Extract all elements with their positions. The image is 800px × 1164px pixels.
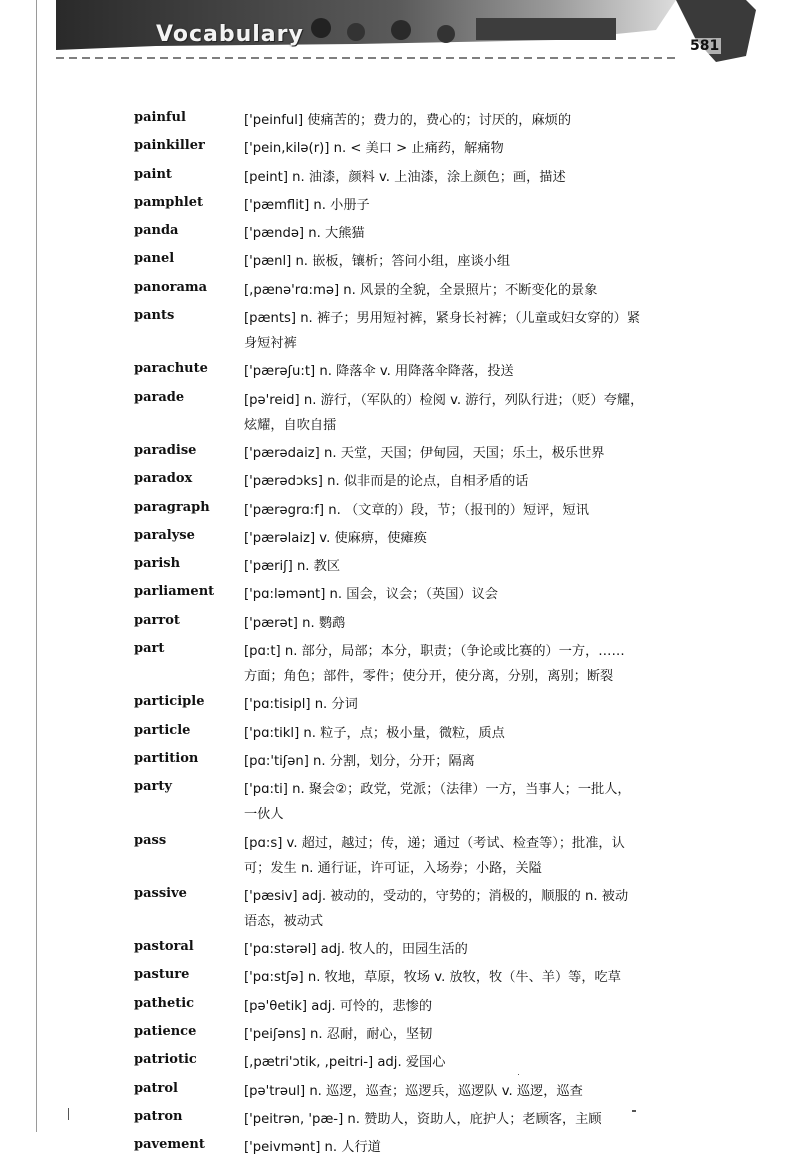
- headword: parish: [134, 556, 181, 572]
- definition: ['pærədɔks] n. 似非而是的论点，自相矛盾的话: [244, 474, 529, 490]
- headword: pass: [134, 832, 167, 848]
- list-item: [0, 1107, 800, 1132]
- definition: ['pɑ:stʃə] n. 牧地，草原，牧场 v. 放牧，牧（牛、羊）等，吃草: [244, 970, 621, 986]
- list-item: [0, 554, 800, 579]
- headword: paint: [134, 166, 172, 182]
- definition: [pɑ:'tiʃən] n. 分割，划分，分开；隔离: [244, 753, 475, 769]
- list-item: [0, 1050, 800, 1075]
- list-item: [0, 136, 800, 161]
- headword: pasture: [134, 967, 190, 983]
- list-item: [0, 526, 800, 551]
- list-item: [0, 108, 800, 133]
- definition: [pə'trəul] n. 巡逻，巡查；巡逻兵，巡逻队 v. 巡逻，巡查: [244, 1083, 583, 1099]
- definition: ['pɑ:stərəl] adj. 牧人的，田园生活的: [244, 942, 468, 958]
- list-item: [0, 721, 800, 746]
- definition-continued: 身短衬裤: [244, 336, 297, 352]
- list-item: [0, 831, 800, 881]
- list-item: [0, 441, 800, 466]
- headword: pastoral: [134, 939, 194, 955]
- definition: [pə'θetik] adj. 可怜的，悲惨的: [244, 998, 433, 1014]
- definition: ['pɑ:ti] n. 聚会②；政党，党派；（法律）一方，当事人；一批人，: [244, 782, 631, 798]
- vocabulary-list: [0, 108, 800, 1164]
- definition: ['pærət] n. 鹦鹉: [244, 615, 346, 631]
- definition: ['pænl] n. 嵌板，镶析；答问小组，座谈小组: [244, 254, 511, 270]
- definition: ['pein,kilə(r)] n. < 美口 > 止痛药，解痛物: [244, 141, 504, 157]
- headword: pants: [134, 308, 175, 324]
- headword: part: [134, 641, 165, 657]
- definition: [pænts] n. 裤子；男用短衬裤，紧身长衬裤；（儿童或妇女穿的）紧: [244, 311, 641, 327]
- definition: ['pæmflit] n. 小册子: [244, 197, 370, 213]
- list-item: [0, 359, 800, 384]
- list-item: [0, 221, 800, 246]
- list-item: [0, 692, 800, 717]
- list-item: [0, 1135, 800, 1160]
- headword: paradox: [134, 471, 193, 487]
- headword: pamphlet: [134, 194, 204, 210]
- header-title: Vocabulary: [156, 22, 304, 47]
- scan-speck: [632, 1110, 636, 1112]
- headword: patrol: [134, 1080, 178, 1096]
- list-item: [0, 306, 800, 356]
- page-number: 581: [690, 38, 720, 54]
- definition-continued: 可；发生 n. 通行证，许可证，入场券；小路，关隘: [244, 860, 542, 876]
- headword: party: [134, 779, 172, 795]
- definition: ['pæsiv] adj. 被动的，受动的，守势的；消极的，顺服的 n. 被动: [244, 888, 629, 904]
- headword: particle: [134, 722, 191, 738]
- definition: ['pærəʃu:t] n. 降落伞 v. 用降落伞降落，投送: [244, 364, 514, 380]
- list-item: [0, 994, 800, 1019]
- definition: ['pændə] n. 大熊猫: [244, 226, 365, 242]
- list-item: [0, 749, 800, 774]
- headword: parrot: [134, 612, 180, 628]
- headword: parade: [134, 389, 185, 405]
- definition: ['peiʃəns] n. 忍耐，耐心，坚韧: [244, 1027, 433, 1043]
- headword: patience: [134, 1024, 197, 1040]
- headword: passive: [134, 885, 187, 901]
- definition: ['pærədaiz] n. 天堂，天国；伊甸园，天国；乐土，极乐世界: [244, 445, 605, 461]
- definition: ['pæriʃ] n. 教区: [244, 559, 341, 575]
- headword: pavement: [134, 1137, 205, 1153]
- definition-continued: 炫耀，自吹自擂: [244, 417, 337, 433]
- headword: painkiller: [134, 138, 205, 154]
- headword: parliament: [134, 584, 215, 600]
- headword: panel: [134, 251, 175, 267]
- list-item: [0, 884, 800, 934]
- list-item: [0, 193, 800, 218]
- headword: partition: [134, 750, 199, 766]
- headword: paragraph: [134, 499, 210, 515]
- definition: [pɑ:t] n. 部分，局部；本分，职责；（争论或比赛的）一方，……: [244, 644, 625, 660]
- headword: patron: [134, 1108, 183, 1124]
- definition: ['peinful] 使痛苦的；费力的，费心的；讨厌的，麻烦的: [244, 113, 572, 128]
- list-item: [0, 937, 800, 962]
- definition: ['pɑ:ləmənt] n. 国会，议会；（英国）议会: [244, 587, 498, 603]
- list-item: [0, 249, 800, 274]
- list-item: [0, 611, 800, 636]
- list-item: [0, 388, 800, 438]
- definition: [peint] n. 油漆，颜料 v. 上油漆，涂上颜色；画，描述: [244, 169, 566, 185]
- headword: participle: [134, 694, 205, 710]
- header-banner: [56, 0, 756, 72]
- headword: paralyse: [134, 527, 195, 543]
- definition-continued: 方面；角色；部件，零件；使分开，使分离，分别，离别；断裂: [244, 669, 614, 685]
- headword: painful: [134, 110, 186, 125]
- definition: [pɑ:s] v. 超过，越过；传，递；通过（考试、检查等）；批准，认: [244, 835, 625, 851]
- definition: [pə'reid] n. 游行，（军队的）检阅 v. 游行，列队行进；（贬）夸耀，: [244, 392, 644, 408]
- list-item: [0, 498, 800, 523]
- headword: paradise: [134, 442, 197, 458]
- definition: ['peitrən, 'pæ-] n. 赞助人，资助人，庇护人；老顾客，主顾: [244, 1111, 602, 1127]
- definition: [,pætri'ɔtik, ,peitri-] adj. 爱国心: [244, 1055, 446, 1071]
- definition-continued: 语态，被动式: [244, 913, 324, 929]
- definition: ['peivmənt] n. 人行道: [244, 1140, 381, 1156]
- definition: ['pɑ:tikl] n. 粒子，点；极小量，微粒，质点: [244, 725, 505, 741]
- list-item: [0, 777, 800, 827]
- scan-speck: [68, 1108, 69, 1120]
- definition: ['pɑ:tisipl] n. 分词: [244, 697, 358, 713]
- list-item: [0, 165, 800, 190]
- list-item: [0, 1022, 800, 1047]
- list-item: [0, 469, 800, 494]
- headword: patriotic: [134, 1052, 197, 1068]
- definition-continued: 一伙人: [244, 807, 284, 823]
- list-item: [0, 582, 800, 607]
- list-item: [0, 278, 800, 303]
- definition: ['pærəlaiz] v. 使麻痹，使瘫痪: [244, 530, 427, 546]
- scan-speck: [518, 1074, 519, 1075]
- definition: ['pærəgrɑ:f] n. （文章的）段，节；（报刊的）短评，短讯: [244, 502, 589, 518]
- list-item: [0, 965, 800, 990]
- definition: [,pænə'rɑ:mə] n. 风景的全貌，全景照片；不断变化的景象: [244, 282, 598, 298]
- list-item: [0, 1079, 800, 1104]
- headword: parachute: [134, 361, 208, 377]
- list-item: [0, 639, 800, 689]
- headword: panda: [134, 223, 179, 239]
- headword: pathetic: [134, 995, 195, 1011]
- headword: panorama: [134, 279, 208, 295]
